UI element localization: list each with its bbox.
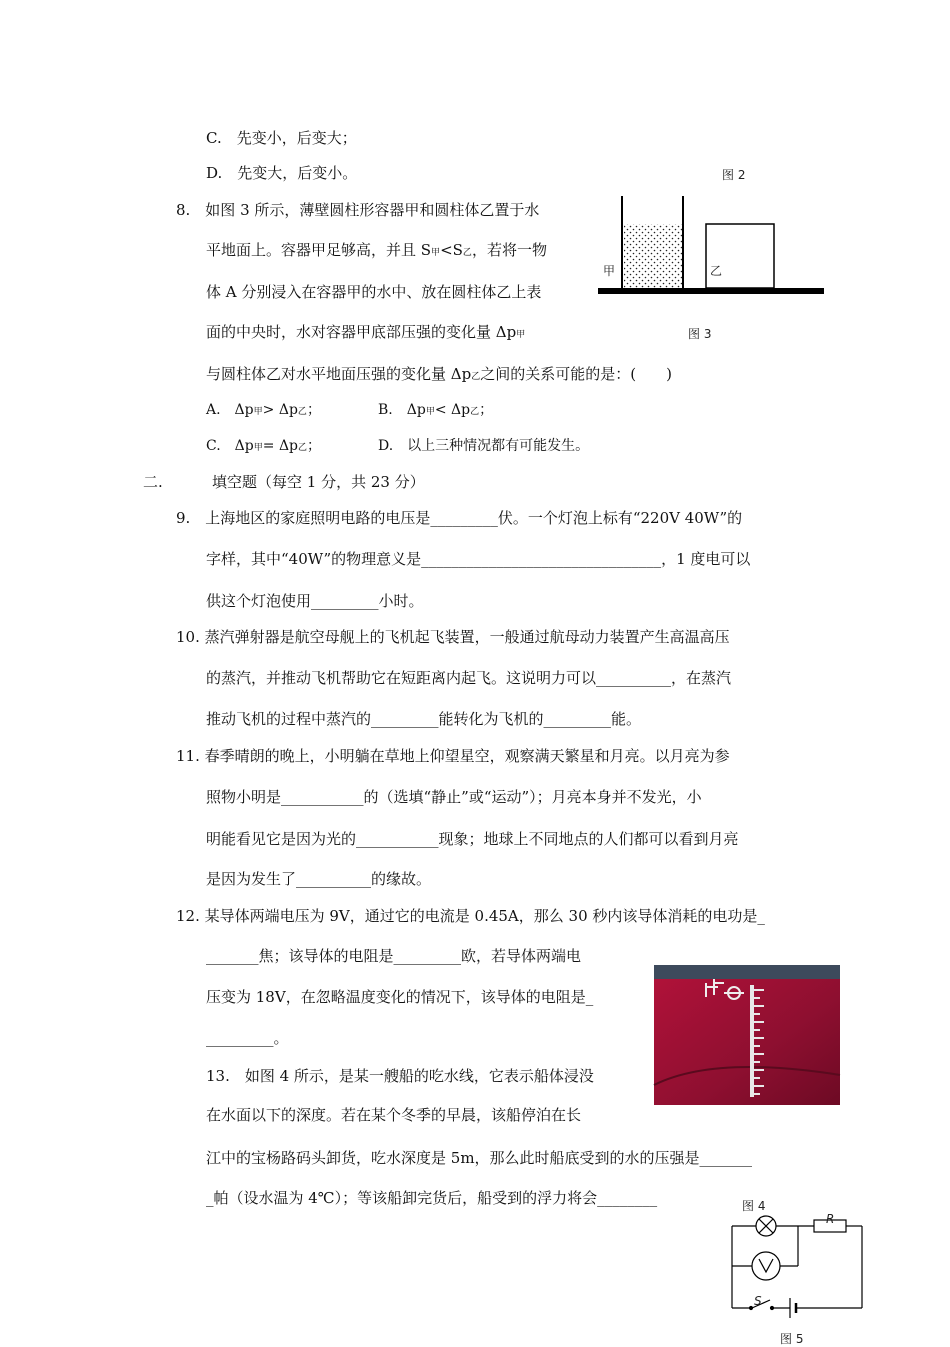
draught-tick	[754, 1021, 764, 1023]
draught-tick	[754, 1005, 764, 1007]
figure-2-caption: 图 2	[722, 168, 746, 182]
draught-tick	[754, 1069, 764, 1071]
q13-line-3: 江中的宝杨路码头卸货，吃水深度是 5m，那么此时船底受到的水的压强是_______	[206, 1149, 753, 1167]
q12-line-3: 压变为 18V，在忽略温度变化的情况下，该导体的电阻是_	[206, 988, 594, 1006]
q7-option-d: D. 先变大，后变小。	[206, 164, 358, 182]
draught-tick	[754, 1053, 764, 1055]
draught-tick	[754, 1037, 764, 1039]
figure-3-label-yi: 乙	[710, 264, 723, 278]
figure-4-caption: 图 4	[742, 1199, 766, 1213]
draught-tick	[754, 1061, 760, 1063]
q10-line-3: 推动飞机的过程中蒸汽的_________能转化为飞机的_________能。	[206, 710, 642, 728]
q8-option-a: A. Δp甲> Δp乙；	[206, 402, 321, 418]
q11-line-1: 11. 春季晴朗的晚上，小明躺在草地上仰望星空，观察满天繁星和月亮。以月亮为参	[176, 747, 730, 765]
draught-tick	[754, 997, 760, 999]
figure-5-label-r: R	[826, 1212, 835, 1226]
draught-tick	[754, 1085, 764, 1087]
draught-tick	[754, 989, 764, 991]
figure-5-label-s: S	[754, 1294, 762, 1308]
water-in-container-jia	[624, 224, 682, 288]
figure-3-diagram	[596, 192, 836, 302]
q8-option-c: C. Δp甲= Δp乙；	[206, 438, 322, 454]
q8-line-5: 与圆柱体乙对水平地面压强的变化量 Δp乙之间的关系可能的是：( )	[206, 365, 672, 383]
q11-line-4: 是因为发生了__________的缘故。	[206, 870, 432, 888]
sky-strip	[654, 965, 840, 979]
draught-tick	[754, 1029, 760, 1031]
draught-tick	[754, 1077, 760, 1079]
figure-3-label-jia: 甲	[603, 264, 616, 278]
q11-line-2: 照物小明是___________的（选填“静止”或“运动”）；月亮本身并不发光，小	[206, 788, 702, 806]
q8-line-3: 体 A 分别浸入在容器甲的水中、放在圆柱体乙上表	[206, 283, 542, 301]
figure-5-caption: 图 5	[780, 1332, 804, 1346]
q12-line-1: 12. 某导体两端电压为 9V，通过它的电流是 0.45A，那么 30 秒内该导体消耗的电功是_	[176, 907, 765, 925]
q13-line-2: 在水面以下的深度。若在某个冬季的早晨，该船停泊在长	[206, 1106, 582, 1124]
q11-line-3: 明能看见它是因为光的___________现象；地球上不同地点的人们都可以看到月亮	[206, 830, 739, 848]
q8-line-4: 面的中央时，水对容器甲底部压强的变化量 Δp甲	[206, 323, 526, 341]
q12-line-2: _______焦；该导体的电阻是_________欧，若导体两端电	[206, 947, 582, 965]
q13-line-4: _帕（设水温为 4℃）；等该船卸完货后，船受到的浮力将会________	[206, 1189, 658, 1207]
section-2-title: 填空题（每空 1 分，共 23 分）	[212, 473, 425, 491]
ship-hull	[654, 965, 840, 1105]
q8-line-1: 8. 如图 3 所示，薄壁圆柱形容器甲和圆柱体乙置于水	[176, 201, 540, 219]
q7-option-c: C. 先变小，后变大；	[206, 129, 357, 147]
q12-line-4: _________。	[206, 1029, 289, 1047]
ground-surface	[598, 288, 824, 294]
q8-line-2: 平地面上。容器甲足够高，并且 S甲<S乙，若将一物	[206, 241, 547, 259]
draught-tick	[754, 1093, 760, 1095]
q13-line-1: 13. 如图 4 所示，是某一艘船的吃水线，它表示船体浸没	[206, 1067, 594, 1085]
figure-3-caption: 图 3	[688, 327, 712, 341]
q8-option-d: D. 以上三种情况都有可能发生。	[378, 438, 590, 454]
q10-line-2: 的蒸汽，并推动飞机帮助它在短距离内起飞。这说明力可以__________，在蒸汽	[206, 669, 732, 687]
voltmeter-icon	[752, 1252, 780, 1280]
q10-line-1: 10. 蒸汽弹射器是航空母舰上的飞机起飞装置，一般通过航母动力装置产生高温高压	[176, 628, 730, 646]
section-2-number: 二.	[143, 473, 163, 491]
q8-option-b: B. Δp甲< Δp乙；	[378, 402, 494, 418]
figure-4-ship-photo	[654, 965, 840, 1105]
figure-5-circuit	[726, 1214, 866, 1314]
draught-tick	[754, 1045, 760, 1047]
draught-tick	[754, 1013, 760, 1015]
q9-line-3: 供这个灯泡使用_________小时。	[206, 592, 424, 610]
q9-line-1: 9. 上海地区的家庭照明电路的电压是_________伏。一个灯泡上标有“220V 40W”的	[176, 509, 743, 527]
q9-line-2: 字样，其中“40W”的物理意义是________________________________，1 度电可以	[206, 550, 751, 568]
